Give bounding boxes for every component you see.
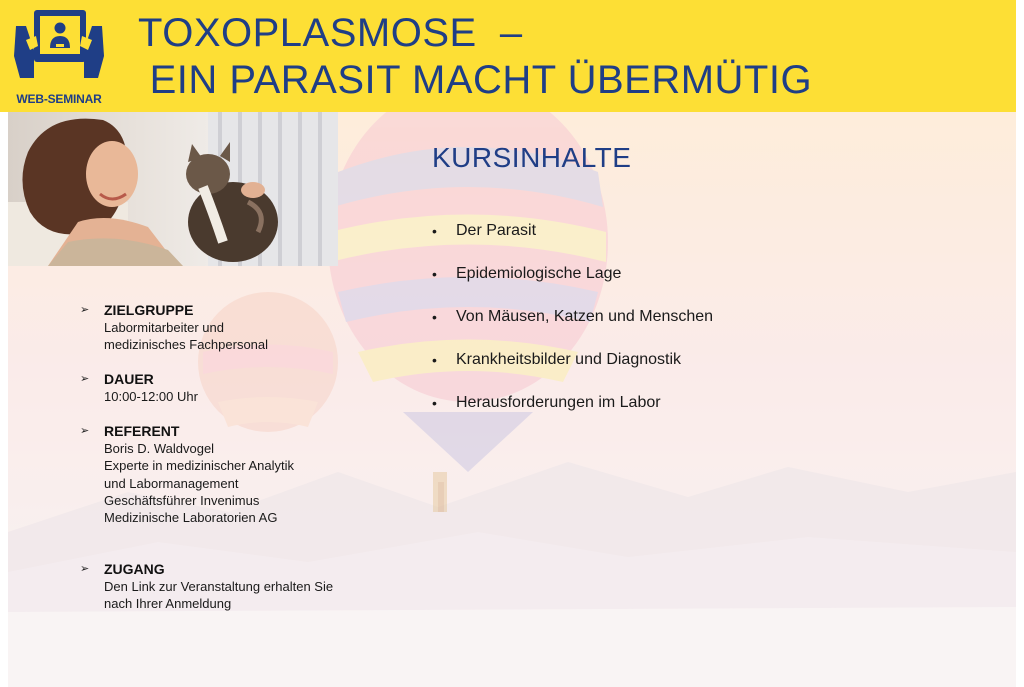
list-item-label: Krankheitsbilder und Diagnostik <box>456 351 682 368</box>
list-item-label: Von Mäusen, Katzen und Menschen <box>456 308 714 325</box>
access-line: Den Link zur Veranstaltung erhalten Sie <box>104 579 334 594</box>
list-item-label: Der Parasit <box>456 222 537 239</box>
duration-line: 10:00-12:00 Uhr <box>104 389 198 404</box>
title-line-1: TOXOPLASMOSE – <box>138 11 523 55</box>
speaker-label: REFERENT <box>104 423 180 439</box>
target-group-label: ZIELGRUPPE <box>104 302 194 318</box>
speaker-block <box>80 423 400 526</box>
bullet-dot-icon: • <box>432 352 437 368</box>
list-item <box>432 220 713 263</box>
target-group-block <box>80 302 400 354</box>
course-contents-title: KURSINHALTE <box>432 142 632 173</box>
list-item-label: Epidemiologische Lage <box>456 265 622 282</box>
list-item <box>432 349 713 392</box>
web-seminar-logo <box>8 2 110 110</box>
course-contents-list <box>432 220 713 435</box>
speaker-line: Boris D. Waldvogel <box>104 441 215 456</box>
access-block <box>80 561 400 613</box>
duration-block <box>80 371 400 405</box>
access-label: ZUGANG <box>104 561 165 577</box>
page-title <box>138 10 812 104</box>
bullet-dot-icon: • <box>432 395 437 411</box>
list-item <box>432 392 713 435</box>
web-seminar-label: WEB-SEMINAR <box>16 92 102 106</box>
list-item <box>432 263 713 306</box>
speaker-line: Experte in medizinischer Analytik <box>104 458 295 474</box>
bullet-dot-icon: • <box>432 266 437 282</box>
bullet-dot-icon: • <box>432 223 437 239</box>
target-group-line: Labormitarbeiter und <box>104 320 224 335</box>
target-group-line: medizinisches Fachpersonal <box>104 337 269 353</box>
arrowhead-bullet-icon: ➢ <box>80 425 90 437</box>
title-line-2: EIN PARASIT MACHT ÜBERMÜTIG <box>138 58 813 102</box>
list-item-label: Herausforderungen im Labor <box>456 394 661 411</box>
access-line: nach Ihrer Anmeldung <box>104 596 232 612</box>
list-item <box>432 306 713 349</box>
arrowhead-bullet-icon: ➢ <box>80 373 90 385</box>
presenter-screen-icon <box>12 6 106 90</box>
header-banner <box>0 0 1016 112</box>
speaker-line: Medizinische Laboratorien AG <box>104 510 278 526</box>
duration-label: DAUER <box>104 371 154 387</box>
bullet-dot-icon: • <box>432 309 437 325</box>
arrowhead-bullet-icon: ➢ <box>80 304 90 316</box>
speaker-line: Geschäftsführer Invenimus <box>104 492 260 508</box>
arrowhead-bullet-icon: ➢ <box>80 563 90 575</box>
speaker-line: und Labormanagement <box>104 475 239 491</box>
woman-with-cat-photo <box>8 112 338 266</box>
